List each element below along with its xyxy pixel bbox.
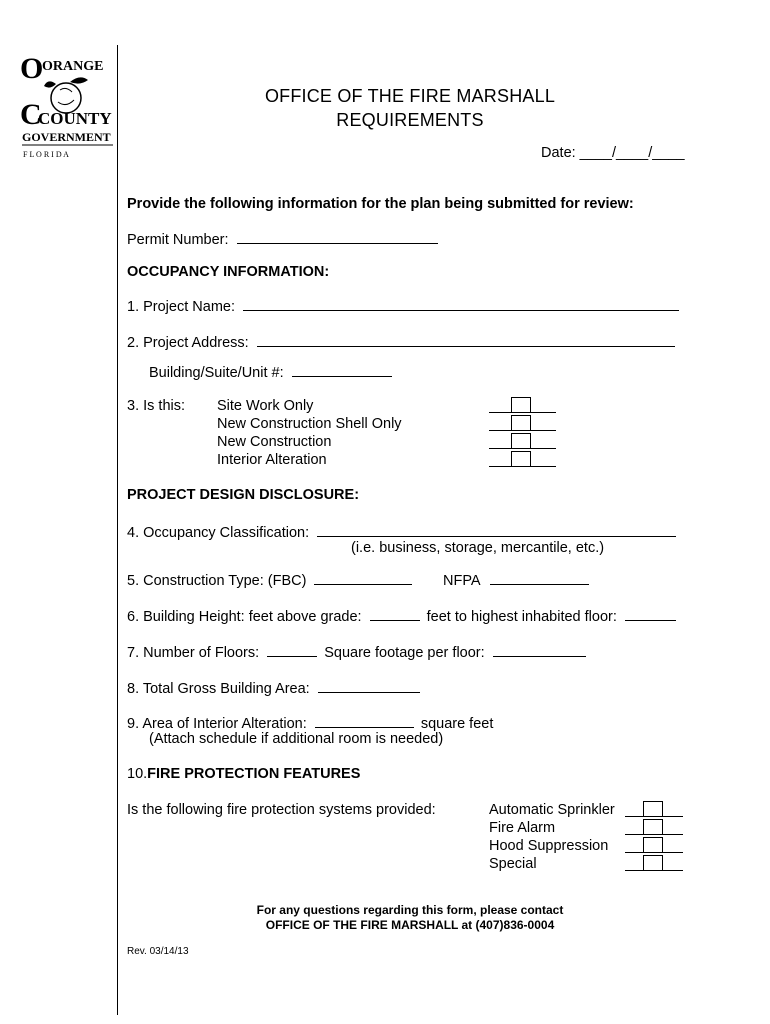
contact-line-1: For any questions regarding this form, please contact — [256, 903, 564, 917]
interior-alteration-checkbox[interactable] — [511, 451, 531, 467]
revision-label: Rev. 03/14/13 — [127, 946, 189, 957]
option-shell-label: New Construction Shell Only — [217, 416, 402, 432]
option-site-work-label: Site Work Only — [217, 398, 314, 414]
unit-row — [149, 362, 392, 381]
logo-letter-o: O — [20, 52, 44, 85]
system-hood-suppression-label: Hood Suppression — [489, 838, 609, 854]
building-height-input[interactable] — [370, 606, 420, 621]
occupancy-class-input[interactable] — [317, 522, 676, 537]
highest-floor-input[interactable] — [625, 606, 676, 621]
left-margin-rule — [117, 45, 118, 1015]
contact-line-2: OFFICE OF THE FIRE MARSHALL at (407)836-0004 — [265, 918, 555, 932]
interior-area-input[interactable] — [315, 713, 414, 728]
highest-floor-label: feet to highest inhabited floor: — [426, 609, 617, 625]
logo-letter-c: C — [20, 98, 42, 131]
building-height-row — [127, 606, 676, 625]
gross-area-label: 8. Total Gross Building Area: — [127, 681, 310, 697]
sqft-label: Square footage per floor: — [324, 645, 485, 661]
nfpa-row — [443, 570, 589, 589]
automatic-sprinkler-checkbox[interactable] — [643, 801, 663, 817]
site-work-checkbox[interactable] — [511, 397, 531, 413]
interior-area-label: 9. Area of Interior Alteration: — [127, 716, 307, 732]
fire-protection-heading — [127, 766, 360, 782]
project-address-label: 2. Project Address: — [127, 335, 249, 351]
shell-checkbox[interactable] — [511, 415, 531, 431]
system-automatic-sprinkler-label: Automatic Sprinkler — [489, 802, 615, 818]
is-this-label: 3. Is this: — [127, 398, 186, 414]
special-checkbox[interactable] — [643, 855, 663, 871]
orange-fruit-icon — [44, 77, 88, 113]
option-new-construction-label: New Construction — [217, 434, 332, 450]
unit-input[interactable] — [292, 362, 392, 377]
logo-text-florida: F L O R I D A — [23, 150, 69, 159]
floors-input[interactable] — [267, 642, 317, 657]
building-height-label: 6. Building Height: feet above grade: — [127, 609, 362, 625]
gross-area-input[interactable] — [318, 678, 420, 693]
intro-text: Provide the following information for the plan being submitted for review: — [127, 196, 634, 212]
system-fire-alarm-label: Fire Alarm — [489, 820, 556, 836]
page-title: OFFICE OF THE FIRE MARSHALL — [264, 86, 556, 106]
occupancy-hint: (i.e. business, storage, mercantile, etc.) — [351, 540, 605, 556]
occupancy-class-label: 4. Occupancy Classification: — [127, 525, 310, 541]
project-address-row — [127, 332, 675, 351]
permit-number-row — [127, 229, 438, 248]
occupancy-class-row — [127, 522, 676, 541]
project-name-label: 1. Project Name: — [127, 299, 235, 315]
project-name-row — [127, 296, 679, 315]
attach-note: (Attach schedule if additional room is needed) — [149, 731, 444, 747]
new-construction-checkbox[interactable] — [511, 433, 531, 449]
option-interior-alteration-label: Interior Alteration — [217, 452, 327, 468]
fire-alarm-checkbox[interactable] — [643, 819, 663, 835]
fire-heading-number: 10. — [127, 766, 148, 782]
logo-text-orange: ORANGE — [42, 59, 104, 74]
permit-number-label: Permit Number: — [127, 232, 229, 248]
fire-heading-text: FIRE PROTECTION FEATURES — [147, 766, 361, 782]
page-subtitle: REQUIREMENTS — [336, 110, 484, 130]
nfpa-label: NFPA — [443, 573, 480, 589]
orange-county-logo — [20, 50, 115, 162]
design-heading: PROJECT DESIGN DISCLOSURE: — [127, 487, 360, 503]
unit-label: Building/Suite/Unit #: — [149, 365, 284, 381]
construction-type-label: 5. Construction Type: (FBC) — [127, 573, 307, 589]
project-name-input[interactable] — [243, 296, 679, 311]
project-address-input[interactable] — [257, 332, 675, 347]
hood-suppression-checkbox[interactable] — [643, 837, 663, 853]
system-special-label: Special — [489, 856, 537, 872]
fire-question: Is the following fire protection systems provided: — [127, 802, 436, 818]
square-feet-label: square feet — [420, 716, 494, 732]
logo-text-government: GOVERNMENT — [22, 130, 111, 144]
nfpa-input[interactable] — [490, 570, 589, 585]
date-field[interactable]: Date: ____/____/____ — [541, 145, 685, 161]
gross-area-row — [127, 678, 420, 697]
floors-label: 7. Number of Floors: — [127, 645, 260, 661]
construction-type-input[interactable] — [314, 570, 412, 585]
permit-number-input[interactable] — [237, 229, 438, 244]
sqft-input[interactable] — [493, 642, 586, 657]
occupancy-heading: OCCUPANCY INFORMATION: — [127, 264, 330, 280]
interior-area-row — [127, 713, 493, 732]
construction-type-row — [127, 570, 412, 589]
floors-row — [127, 642, 586, 661]
logo-text-county: COUNTY — [38, 109, 112, 128]
